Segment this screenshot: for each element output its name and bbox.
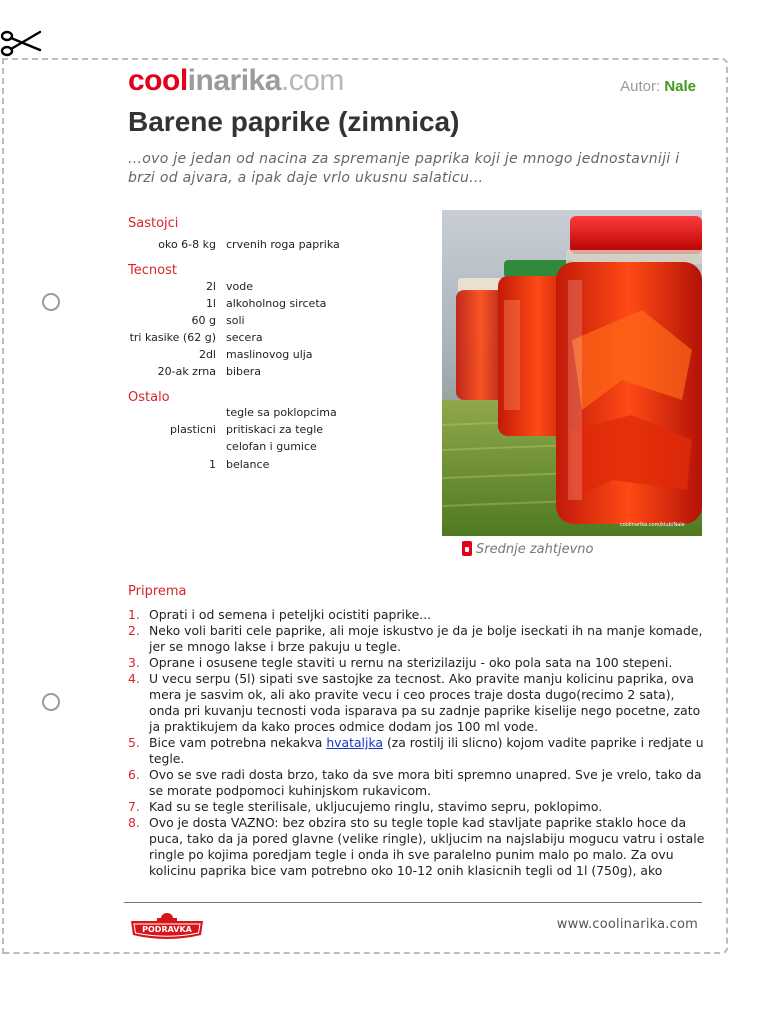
ingredient-row (128, 312, 428, 329)
step-item (128, 623, 708, 655)
logo-cool: cool (128, 64, 188, 97)
ingredient-name: bibera (226, 365, 262, 378)
step-text-before: Bice vam potrebna nekakva (149, 735, 327, 750)
scissors-icon (0, 26, 44, 62)
binder-hole (42, 293, 60, 311)
ingredient-name: alkoholnog sirceta (226, 297, 327, 310)
step-number: 6. (128, 767, 140, 782)
step-text-after: (za rostilj ili slicno) kojom vadite paprike i redjate u tegle. (149, 735, 704, 766)
ingredient-qty: oko 6-8 kg (158, 238, 216, 251)
difficulty-label (462, 541, 593, 557)
podravka-wordmark: PODRAVKA (142, 925, 192, 934)
difficulty-text: Srednje zahtjevno (476, 542, 594, 557)
section-heading-ostalo: Ostalo (128, 390, 170, 405)
step-item (128, 799, 708, 815)
ingredient-name: vode (226, 280, 253, 293)
ingredient-name: crvenih roga paprika (226, 238, 340, 251)
step-item (128, 767, 708, 799)
ingredient-row (128, 346, 428, 363)
section-heading-priprema: Priprema (128, 584, 187, 599)
photo-watermark: coolinarika.com/klub/Nale (620, 522, 685, 528)
ingredient-row (128, 236, 428, 253)
coolinarika-logo[interactable] (128, 64, 344, 98)
step-text: Ovo je dosta VAZNO: bez obzira sto su tegle tople kad stavljate paprike staklo hoce da puca, tako da ja pored glavne (velike ringle), ukljucim na najslabiju mogucu vatru i ostale ringle po kojima poredjam tegle i onda ih sve paralelno punim malo po malo. Za ovu kolicinu paprika bice vam potrebno oko 10-12 onih klasicnih tegli od 1l (750g), ako (149, 815, 705, 878)
step-number: 1. (128, 607, 140, 622)
ingredient-qty: tri kasike (62 g) (129, 331, 216, 344)
ingredient-row (128, 456, 428, 473)
jars-illustration (442, 210, 702, 536)
ingredient-row (128, 329, 428, 346)
ingredient-name: maslinovog ulja (226, 348, 313, 361)
ingredient-row (128, 404, 428, 421)
footer-divider (124, 902, 702, 903)
step-number: 7. (128, 799, 140, 814)
step-text: Ovo se sve radi dosta brzo, tako da sve mora biti spremno unapred. Sve je vrelo, tako da se morate podpomoci kuhinjskom rukavicom. (149, 767, 702, 798)
step-text: Kad su se tegle sterilisale, ukljucujemo ringlu, stavimo sepru, poklopimo. (149, 799, 603, 814)
ingredient-qty: 2l (205, 280, 216, 293)
author-name[interactable]: Nale (664, 78, 696, 95)
logo-inarika: inarika (187, 64, 281, 97)
ingredient-name: secera (226, 331, 263, 344)
site-url[interactable]: www.coolinarika.com (556, 917, 698, 932)
step-number: 2. (128, 623, 140, 638)
step-text: U vecu serpu (5l) sipati sve sastojke za tecnost. Ako pravite manju kolicinu paprika, ova mera je sasvim ok, ali ako pravite vecu i ceo proces traje dosta dugo(recimo 2 sata), onda pri kuvanju tecnosti voda isparava pa su zadnje paprike kiselije nego pocetne, zato ja praktikujem da kako proces odmice dodam jos 100 ml vode. (149, 671, 701, 734)
ingredient-name: belance (226, 458, 270, 471)
ingredient-qty: 1l (205, 297, 216, 310)
ingredient-row (128, 421, 428, 438)
step-item (128, 815, 708, 879)
recipe-photo[interactable] (442, 210, 702, 536)
podravka-logo[interactable] (127, 911, 207, 943)
difficulty-icon (462, 541, 472, 556)
ingredient-name: pritiskaci za tegle (226, 423, 324, 436)
ingredient-qty: 20-ak zrna (157, 365, 216, 378)
step-number: 5. (128, 735, 140, 750)
step-number: 3. (128, 655, 140, 670)
ingredient-qty: plasticni (170, 423, 216, 436)
logo-com: .com (280, 64, 344, 97)
preparation-steps (128, 607, 708, 879)
step-number: 8. (128, 815, 140, 830)
step-item (128, 607, 708, 623)
step-item (128, 655, 708, 671)
ingredient-row (128, 295, 428, 312)
step-item (128, 735, 708, 767)
step-item (128, 671, 708, 735)
step-text: Oprane i osusene tegle staviti u rernu na sterizilaziju - oko pola sata na 100 stepeni. (149, 655, 673, 670)
section-heading-tecnost: Tecnost (128, 263, 177, 278)
step-text: Neko voli bariti cele paprike, ali moje iskustvo je da je bolje iseckati ih na manje komade, jer se mnogo lakse i brze pakuju u tegle. (149, 623, 703, 654)
step-number: 4. (128, 671, 140, 686)
hvataljka-link[interactable]: hvataljka (326, 735, 383, 750)
ingredient-row (128, 363, 428, 380)
author-label: Autor: (620, 78, 661, 95)
section-heading-sastojci: Sastojci (128, 216, 179, 231)
ingredient-row (128, 438, 428, 455)
binder-hole (42, 693, 60, 711)
author-line (620, 78, 696, 95)
cut-line-left (2, 58, 6, 954)
step-text: Oprati i od semena i peteljki ocistiti paprike... (149, 607, 432, 622)
ingredient-name: soli (226, 314, 245, 327)
ingredient-qty: 2dl (198, 348, 216, 361)
ingredient-name: celofan i gumice (226, 440, 317, 453)
recipe-intro: ...ovo je jedan od nacina za spremanje paprika koji je mnogo jednostavniji i brzi od ajvara, a ipak daje vrlo ukusnu salaticu... (128, 151, 680, 186)
ingredient-row (128, 278, 428, 295)
ingredient-qty: 1 (209, 458, 216, 471)
ingredient-name: tegle sa poklopcima (226, 406, 337, 419)
ingredient-qty: 60 g (191, 314, 216, 327)
recipe-title: Barene paprike (zimnica) (128, 106, 460, 137)
